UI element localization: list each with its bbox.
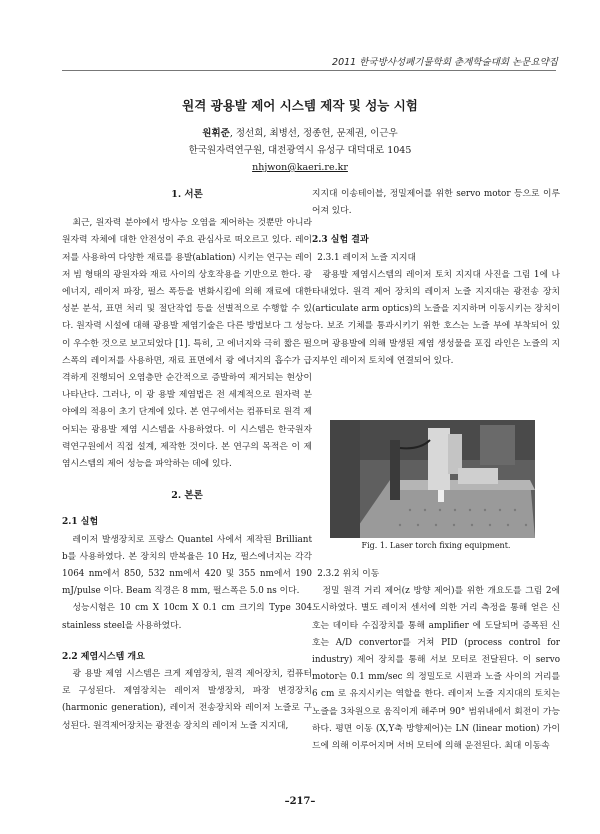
first-author: 원휘준 — [202, 128, 230, 139]
experiment-paragraph-2: 성능시험은 10 cm X 10cm X 0.1 cm 크기의 Type 304 stainless steel을 사용하였다. — [62, 603, 312, 631]
laser-torch-photo-image — [330, 420, 535, 538]
introduction-paragraph: 최근, 원자력 분야에서 방사능 오염을 제어하는 것뿐만 아니라 원자력 자체에 대한 안전성이 주요 관심사로 떠오르고 있다. 레이저를 사용하여 다양한 재료를 용발(ablation) 시키는 연구는 레이저 빔 형태의 광원자와 재료 사이의 상호작용을 기반으로 한다. 광 에너지, 레이저 파장, 펄스 폭등을 변화시킴에 의해 재료에 대한 성분 분석, 표면 처리 및 절단작업 등을 선별적으로 수행할 수 있다. 원자력 시설에 대해 광용발 제염기술은 다른 방법보다 그 성능이 우수한 것으로 보고되었다 [1]. 특히, 고 에너지와 극히 짧은 펄스폭의 레이저를 사용하면, 재료 표면에서 광 에너지의 흡수가 급격하게 진행되어 오염층만 순간적으로 증발하여 제거되는 현상이 나타난다. 그러나, 이 광 용발 제염법은 전 세계적으로 원자력 분야에의 적용이 초기 단계에 있다. 본 연구에서는 컴퓨터로 원격 제어되는 광용발 제염 시스템을 사용하였다. 이 시스템은 한국원자력연구원에서 직접 설계, 제작한 것이다. 본 연구의 목적은 이 제염시스템의 제어 성능을 파악하는 데에 있다. — [62, 218, 312, 470]
page-number: –217– — [284, 796, 316, 807]
header-rule — [62, 70, 556, 71]
email-link[interactable]: nhjwon@kaeri.re.kr — [252, 162, 348, 173]
subsubsection-heading-position: 2.3.2 위치 이동 — [317, 569, 380, 579]
running-header: 2011 한국방사성폐기물학회 춘계학술대회 논문요약집 — [332, 57, 558, 68]
right-column-bottom — [312, 566, 560, 755]
continued-paragraph: 지지대 이송테이블, 정밀제어를 위한 servo motor 등으로 이루어져 있다. — [312, 189, 560, 217]
left-column — [62, 186, 312, 735]
section-heading-introduction: 1. 서론 — [171, 189, 203, 200]
subsection-heading-experiment: 2.1 실험 — [62, 517, 99, 528]
author-line — [0, 125, 600, 142]
nozzle-support-paragraph: 광용발 제염시스템의 레이저 토치 지지대 사진을 그림 1에 나타내었다. 원격 제어 장치의 레이저 노즐 지지대는 광전송 장치 (articulate arm optics)의 노즐을 지지하며 이동시키는 장치이다. 보조 기체를 통과시키기 위한 호스는 노즐 부에 부착되어 있으며 광용발에 의해 발생된 제염 생성물을 포집 라인은 노즐의 지지부인 레이저 토치에 연결되어 있다. — [312, 269, 560, 366]
subsection-heading-system-overview: 2.2 제염시스템 개요 — [62, 651, 145, 662]
section-heading-body: 2. 본론 — [171, 490, 203, 502]
experiment-paragraph-1: 레이저 발생장치로 프랑스 Quantel 사에서 제작된 Brilliant b를 사용하였다. 본 장치의 반복율은 10 Hz, 펄스에너지는 각각 1064 nm에서 850, 532 nm에서 420 및 355 nm에서 190 mJ/pulse 이다. Beam 직경은 8 mm, 펄스폭은 5.0 ns 이다. — [62, 534, 312, 597]
paper-title: 원격 광용발 제어 시스템 제작 및 성능 시험 — [182, 98, 418, 113]
subsubsection-heading-nozzle-support: 2.3.1 레이저 노즐 지지대 — [317, 252, 417, 263]
position-paragraph: 정밀 원격 거리 제어(z 방향 제어)를 위한 개요도를 그림 2에 도시하였다. 별도 레이저 센서에 의한 거리 측정을 통해 얻은 신호는 데이타 수집장치를 통해 amplifier 에 도달되며 증폭된 신호는 A/D convertor를 거쳐 PID (process control for industry) 제어 장치를 통해 서보 모터로 전달된다. 이 servo motor는 0.1 mm/sec 의 정밀도로 시편과 노즐 사이의 거리를 6 cm 로 유지시키는 역할을 한다. 레이저 노즐 지지대의 토치는 노즐을 3차원으로 움직이게 해주며 90° 범위내에서 회전이 가능하다. 평면 이동 (X,Y축 방향제어)는 LN (linear motion) 가이드에 의해 이루어지며 서버 모터에 의해 운전된다. 최대 이동속 — [312, 586, 560, 752]
author-block — [0, 125, 600, 176]
coauthors: , 정선희, 최병선, 정종헌, 문제권, 이근우 — [229, 128, 398, 139]
affiliation: 한국원자력연구원, 대전광역시 유성구 대덕대로 1045 — [188, 145, 412, 156]
figure-laser-torch-photo — [330, 420, 535, 538]
right-column-top — [312, 186, 560, 370]
subsection-heading-results: 2.3 실험 결과 — [312, 235, 369, 246]
system-overview-paragraph: 광 용발 제염 시스템은 크게 제염장치, 원격 제어장치, 컴퓨터로 구성된다. 제염장치는 레이저 발생장치, 파장 변경장치(harmonic generation), 레이저 전송장치와 레이저 노즐로 구성된다. 원격제어장치는 광전송 장치의 레이저 노즐 지지대, — [62, 669, 312, 731]
figure-caption: Fig. 1. Laser torch fixing equipment. — [361, 541, 511, 550]
